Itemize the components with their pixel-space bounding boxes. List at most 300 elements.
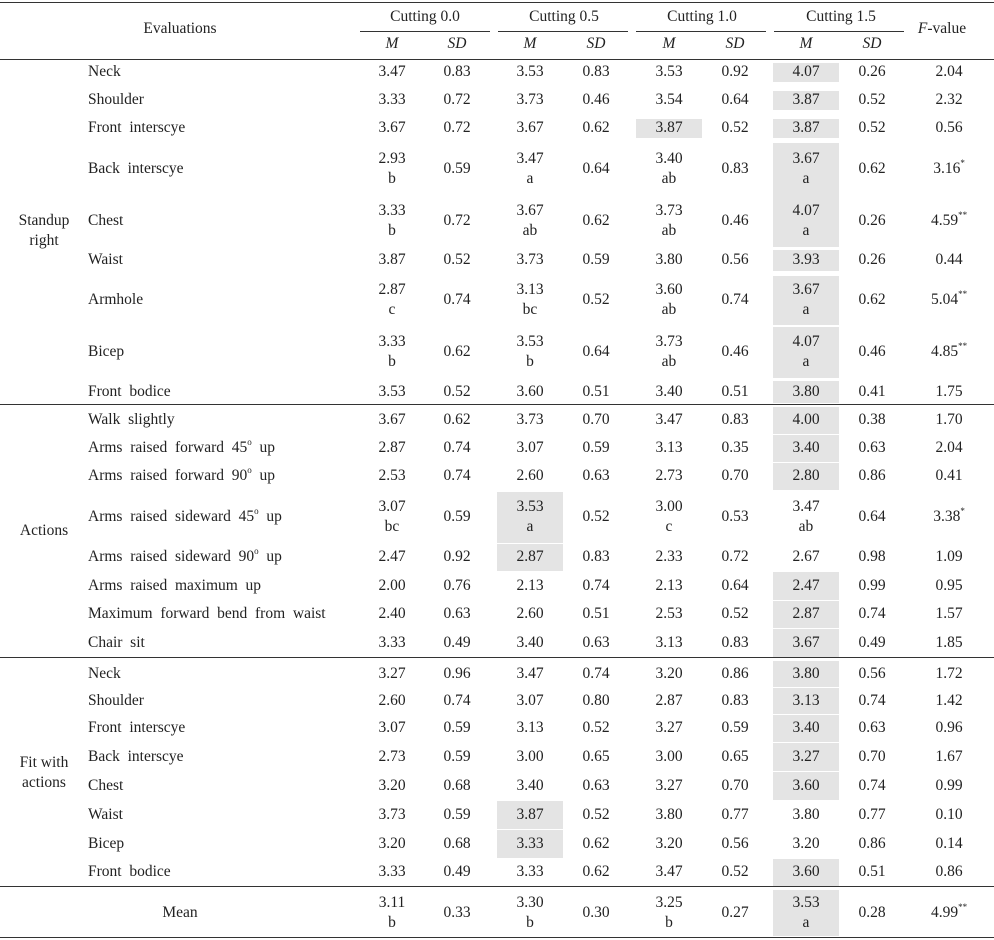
sd-value: 0.74 bbox=[443, 467, 471, 484]
sd-value: 0.26 bbox=[858, 212, 886, 229]
f-number: 4.99 bbox=[930, 903, 959, 921]
row-label-text: Arms raised sideward 45 bbox=[88, 508, 255, 525]
mean-value bbox=[655, 250, 682, 270]
mean-number: 3.53 bbox=[516, 498, 544, 515]
mean-number: 3.40 bbox=[655, 382, 683, 400]
sd-value: 0.64 bbox=[721, 576, 749, 594]
f-value bbox=[935, 776, 962, 796]
mean-number: 3.87 bbox=[792, 91, 820, 108]
mean-value bbox=[655, 691, 682, 711]
mean-value bbox=[378, 382, 405, 402]
f-number: 4.85 bbox=[930, 343, 959, 360]
mean-value bbox=[516, 805, 543, 825]
header-sd-3: SD bbox=[862, 35, 882, 52]
sd-value: 0.41 bbox=[858, 382, 886, 400]
mean-number: 3.47 bbox=[378, 63, 406, 80]
row-label-text: Arms raised maximum up bbox=[88, 576, 262, 594]
posthoc-letter: a bbox=[802, 913, 810, 931]
mean-value bbox=[655, 62, 682, 82]
row-label bbox=[88, 438, 275, 458]
mean-value bbox=[655, 201, 682, 241]
mean-number: 3.67 bbox=[516, 119, 544, 136]
mean-value bbox=[378, 438, 405, 458]
mean-value bbox=[516, 633, 543, 653]
mean-number: 2.87 bbox=[792, 605, 820, 622]
f-number: 4.59 bbox=[930, 212, 959, 229]
sd-value: 0.51 bbox=[582, 382, 610, 400]
row-label bbox=[88, 410, 175, 430]
mean-value bbox=[792, 90, 819, 110]
mean-value bbox=[378, 466, 405, 486]
degree-mark: o bbox=[254, 506, 259, 516]
f-value bbox=[935, 664, 962, 684]
mean-number: 3.27 bbox=[655, 719, 683, 736]
mean-number: 2.73 bbox=[378, 747, 406, 765]
mean-value bbox=[516, 497, 543, 537]
mean-number: 2.67 bbox=[792, 548, 820, 565]
mean-number: 3.33 bbox=[378, 633, 406, 651]
sd-value: 0.86 bbox=[858, 467, 886, 484]
row-label-text: Arms raised forward 45 bbox=[88, 439, 248, 456]
posthoc-letter: b bbox=[665, 913, 673, 931]
sd-value: 0.30 bbox=[582, 903, 610, 921]
degree-mark: o bbox=[247, 437, 252, 447]
sd-value: 0.74 bbox=[858, 605, 886, 622]
header-sd-2: SD bbox=[725, 35, 745, 52]
mean-number: 3.80 bbox=[655, 251, 683, 268]
mean-value bbox=[655, 576, 682, 596]
f-value bbox=[931, 903, 967, 923]
mean-value bbox=[655, 893, 682, 933]
mean-number: 3.20 bbox=[792, 834, 820, 852]
mean-number: 3.60 bbox=[792, 863, 820, 880]
sd-value: 0.59 bbox=[721, 719, 749, 736]
mean-number: 3.00 bbox=[655, 747, 683, 765]
mean-number: 3.07 bbox=[516, 439, 544, 456]
posthoc-letter: a bbox=[802, 353, 810, 370]
row-label bbox=[88, 547, 282, 567]
mean-value bbox=[655, 280, 682, 320]
posthoc-letter: ab bbox=[661, 170, 677, 187]
mean-number: 3.40 bbox=[516, 776, 544, 794]
mean-number: 3.40 bbox=[516, 633, 544, 651]
category-actions: Actions bbox=[19, 522, 69, 539]
mean-value bbox=[378, 250, 405, 270]
significance-mark: * bbox=[960, 158, 965, 168]
mean-value bbox=[378, 280, 405, 320]
header-rule bbox=[0, 59, 994, 60]
row-label bbox=[88, 382, 171, 402]
sd-value: 0.83 bbox=[443, 63, 471, 80]
sd-value: 0.63 bbox=[858, 439, 886, 456]
row-label-text: Chest bbox=[88, 212, 124, 229]
sd-value: 0.59 bbox=[443, 805, 471, 823]
mean-value bbox=[516, 382, 543, 402]
row-label bbox=[88, 691, 144, 711]
row-label bbox=[88, 118, 185, 138]
mean-number: 3.73 bbox=[516, 91, 544, 108]
sd-value: 0.49 bbox=[443, 633, 471, 651]
mean-value bbox=[655, 438, 682, 458]
mean-number: 3.67 bbox=[792, 633, 820, 651]
row-label-tail: up bbox=[258, 508, 282, 525]
f-value bbox=[933, 507, 965, 527]
mean-value bbox=[516, 776, 543, 796]
sd-value: 0.56 bbox=[721, 251, 749, 268]
header-group-1: Cutting 0.5 bbox=[529, 8, 599, 25]
mean-value bbox=[378, 576, 405, 596]
row-label-text: Back interscye bbox=[88, 160, 184, 177]
mean-number: 3.07 bbox=[378, 719, 406, 736]
mean-value bbox=[655, 747, 682, 767]
mean-number: 3.11 bbox=[378, 893, 406, 911]
mean-number: 3.13 bbox=[516, 719, 544, 736]
sd-value: 0.83 bbox=[582, 63, 610, 80]
degree-mark: o bbox=[254, 546, 259, 556]
f-number: 5.04 bbox=[930, 291, 959, 308]
posthoc-letter: a bbox=[802, 222, 810, 239]
row-label bbox=[88, 604, 326, 624]
category-fit-line1: Fit with bbox=[19, 754, 69, 771]
sd-value: 0.63 bbox=[858, 719, 886, 736]
row-label bbox=[88, 62, 121, 82]
mean-value bbox=[378, 664, 405, 684]
sd-value: 0.74 bbox=[858, 776, 886, 794]
row-label bbox=[162, 903, 197, 923]
sd-value: 0.52 bbox=[582, 719, 610, 736]
f-number: 0.44 bbox=[935, 251, 963, 268]
f-number: 3.16 bbox=[933, 160, 961, 177]
mean-value bbox=[792, 576, 819, 596]
mean-value bbox=[516, 862, 543, 882]
mean-number: 2.87 bbox=[516, 548, 544, 565]
sd-value: 0.70 bbox=[582, 411, 610, 428]
row-label bbox=[88, 776, 123, 796]
mean-value bbox=[655, 149, 682, 189]
sd-value: 0.68 bbox=[443, 834, 471, 852]
row-label bbox=[88, 507, 282, 527]
mean-number: 3.73 bbox=[516, 411, 544, 428]
mean-value bbox=[516, 118, 543, 138]
sd-value: 0.63 bbox=[443, 605, 471, 622]
mean-value bbox=[378, 547, 405, 567]
mean-number: 3.13 bbox=[655, 633, 683, 651]
sd-value: 0.92 bbox=[443, 548, 471, 565]
f-letter: F bbox=[917, 20, 928, 37]
posthoc-letter: a bbox=[802, 301, 810, 318]
posthoc-letter: b bbox=[526, 913, 534, 931]
mean-number: 3.53 bbox=[378, 382, 406, 400]
posthoc-letter: c bbox=[665, 518, 673, 535]
f-number: 0.10 bbox=[935, 805, 963, 823]
f-value bbox=[935, 604, 962, 624]
group-rule-1 bbox=[498, 31, 628, 32]
mean-number: 2.13 bbox=[655, 576, 683, 594]
mean-value bbox=[655, 118, 682, 138]
mean-number: 3.33 bbox=[378, 202, 406, 219]
sd-value: 0.59 bbox=[443, 719, 471, 736]
f-number: 0.99 bbox=[935, 776, 963, 794]
mean-number: 3.00 bbox=[655, 498, 683, 515]
mean-value bbox=[378, 149, 405, 189]
mean-number: 2.87 bbox=[378, 439, 406, 456]
mean-number: 3.80 bbox=[792, 805, 820, 823]
row-label bbox=[88, 633, 145, 653]
mean-value bbox=[378, 691, 405, 711]
mean-value bbox=[655, 466, 682, 486]
posthoc-letter: ab bbox=[661, 222, 677, 239]
posthoc-letter: bc bbox=[384, 518, 400, 535]
row-label-tail: up bbox=[251, 439, 276, 456]
f-number: 1.42 bbox=[935, 691, 963, 709]
mean-number: 2.60 bbox=[516, 467, 544, 484]
sd-value: 0.62 bbox=[443, 343, 471, 360]
mean-value bbox=[792, 805, 819, 825]
category-standup bbox=[19, 211, 70, 251]
mean-number: 2.47 bbox=[792, 576, 820, 594]
mean-number: 3.67 bbox=[792, 281, 820, 298]
top-rule bbox=[0, 2, 994, 3]
mean-value bbox=[378, 718, 405, 738]
f-value bbox=[935, 466, 962, 486]
mean-value bbox=[516, 250, 543, 270]
sd-value: 0.62 bbox=[443, 411, 471, 428]
sd-value: 0.98 bbox=[858, 548, 886, 565]
mean-value bbox=[516, 893, 543, 933]
significance-mark: ** bbox=[958, 289, 968, 299]
mean-number: 4.07 bbox=[792, 333, 820, 350]
mean-value bbox=[516, 604, 543, 624]
sd-value: 0.26 bbox=[858, 63, 886, 80]
sd-value: 0.63 bbox=[582, 633, 610, 651]
mean-value bbox=[378, 776, 405, 796]
sd-value: 0.62 bbox=[858, 160, 886, 177]
mean-number: 3.67 bbox=[378, 119, 406, 136]
mean-number: 3.47 bbox=[792, 498, 820, 515]
mean-value bbox=[378, 805, 405, 825]
sd-value: 0.99 bbox=[858, 576, 886, 594]
mean-value bbox=[378, 62, 405, 82]
sd-value: 0.52 bbox=[582, 805, 610, 823]
header-group-2: Cutting 1.0 bbox=[667, 8, 737, 25]
posthoc-letter: ab bbox=[798, 518, 814, 535]
mean-value bbox=[655, 862, 682, 882]
degree-mark: o bbox=[247, 465, 252, 475]
f-value-label: -value bbox=[927, 20, 967, 37]
row-label bbox=[88, 718, 185, 738]
mean-number: 3.60 bbox=[792, 776, 820, 794]
row-label-text: Chest bbox=[88, 776, 124, 794]
mean-value bbox=[516, 438, 543, 458]
f-value bbox=[935, 747, 962, 767]
mean-number: 3.47 bbox=[655, 863, 683, 880]
sd-value: 0.51 bbox=[721, 382, 749, 400]
f-number: 0.95 bbox=[935, 576, 963, 594]
sd-value: 0.74 bbox=[721, 291, 749, 308]
mean-number: 3.13 bbox=[655, 439, 683, 456]
f-number: 2.04 bbox=[935, 63, 963, 80]
f-number: 1.70 bbox=[935, 411, 963, 428]
mean-value bbox=[792, 280, 819, 320]
mean-number: 2.33 bbox=[655, 548, 683, 565]
mean-number: 3.33 bbox=[378, 91, 406, 108]
f-number: 0.56 bbox=[935, 119, 963, 136]
mean-value bbox=[516, 747, 543, 767]
mean-number: 3.25 bbox=[655, 893, 683, 911]
row-label-text: Mean bbox=[162, 903, 198, 921]
mean-number: 3.20 bbox=[378, 834, 406, 852]
sd-value: 0.26 bbox=[858, 251, 886, 268]
mean-value bbox=[792, 497, 819, 537]
f-number: 0.14 bbox=[935, 834, 963, 852]
significance-mark: ** bbox=[958, 210, 968, 220]
row-label-text: Front interscye bbox=[88, 719, 186, 736]
f-value bbox=[931, 290, 967, 310]
sd-value: 0.83 bbox=[582, 548, 610, 565]
posthoc-letter: a bbox=[526, 170, 534, 187]
sd-value: 0.64 bbox=[582, 343, 610, 360]
mean-value bbox=[516, 834, 543, 854]
mean-number: 3.47 bbox=[655, 411, 683, 428]
f-value bbox=[935, 382, 962, 402]
sd-value: 0.62 bbox=[582, 834, 610, 852]
mean-number: 2.40 bbox=[378, 605, 406, 622]
mean-value bbox=[792, 776, 819, 796]
sd-value: 0.52 bbox=[721, 605, 749, 622]
mean-value bbox=[792, 410, 819, 430]
sd-value: 0.51 bbox=[858, 863, 886, 880]
mean-value bbox=[792, 201, 819, 241]
sd-value: 0.52 bbox=[443, 251, 471, 268]
mean-value bbox=[792, 332, 819, 372]
sd-value: 0.72 bbox=[443, 91, 471, 108]
mean-value bbox=[792, 664, 819, 684]
mean-value bbox=[792, 691, 819, 711]
posthoc-letter: b bbox=[526, 353, 534, 370]
mean-number: 3.80 bbox=[792, 664, 820, 682]
mean-number: 3.13 bbox=[516, 281, 544, 298]
mean-value bbox=[516, 149, 543, 189]
sd-value: 0.59 bbox=[582, 251, 610, 268]
posthoc-letter: c bbox=[388, 301, 396, 318]
mean-number: 3.67 bbox=[792, 150, 820, 167]
f-value bbox=[935, 862, 962, 882]
mean-value bbox=[516, 576, 543, 596]
mean-number: 3.87 bbox=[655, 119, 683, 136]
mean-number: 3.30 bbox=[516, 893, 544, 911]
sd-value: 0.68 bbox=[443, 776, 471, 794]
sd-value: 0.27 bbox=[721, 903, 749, 921]
mean-number: 2.87 bbox=[655, 691, 683, 709]
sd-value: 0.46 bbox=[582, 91, 610, 108]
significance-mark: ** bbox=[958, 341, 968, 351]
sd-value: 0.83 bbox=[721, 411, 749, 428]
row-label bbox=[88, 342, 124, 362]
mean-number: 2.53 bbox=[655, 605, 683, 622]
section-rule-1 bbox=[0, 404, 994, 405]
f-number: 1.57 bbox=[935, 605, 963, 622]
mean-value bbox=[655, 664, 682, 684]
mean-number: 2.47 bbox=[378, 548, 406, 565]
row-label-text: Arms raised forward 90 bbox=[88, 467, 248, 484]
mean-number: 3.87 bbox=[378, 251, 406, 268]
mean-value bbox=[792, 893, 819, 933]
row-label bbox=[88, 211, 123, 231]
mean-value bbox=[655, 805, 682, 825]
header-m-0: M bbox=[385, 35, 399, 52]
mean-number: 3.40 bbox=[655, 150, 683, 167]
mean-number: 4.07 bbox=[792, 63, 820, 80]
row-label-text: Neck bbox=[88, 664, 121, 682]
sd-value: 0.77 bbox=[721, 805, 749, 823]
header-f-value bbox=[918, 19, 966, 39]
f-number: 1.75 bbox=[935, 382, 963, 400]
f-value bbox=[935, 410, 962, 430]
sd-value: 0.52 bbox=[858, 119, 886, 136]
f-number: 3.38 bbox=[933, 508, 961, 525]
sd-value: 0.52 bbox=[721, 863, 749, 880]
row-label-text: Armhole bbox=[88, 291, 144, 308]
sd-value: 0.38 bbox=[858, 411, 886, 428]
f-value bbox=[935, 118, 962, 138]
mean-value bbox=[792, 438, 819, 458]
mean-value bbox=[378, 90, 405, 110]
f-value bbox=[935, 633, 962, 653]
row-label bbox=[88, 290, 143, 310]
posthoc-letter: bc bbox=[522, 301, 538, 318]
sd-value: 0.59 bbox=[443, 160, 471, 177]
mean-value bbox=[792, 382, 819, 402]
sd-value: 0.83 bbox=[721, 691, 749, 709]
f-number: 1.72 bbox=[935, 664, 963, 682]
mean-value bbox=[378, 497, 405, 537]
mean-number: 4.07 bbox=[792, 202, 820, 219]
sd-value: 0.70 bbox=[721, 467, 749, 484]
f-value bbox=[935, 62, 962, 82]
mean-value bbox=[516, 332, 543, 372]
mean-number: 3.53 bbox=[516, 333, 544, 350]
sd-value: 0.77 bbox=[858, 805, 886, 823]
mean-value bbox=[792, 604, 819, 624]
sd-value: 0.72 bbox=[721, 548, 749, 565]
mean-value bbox=[516, 691, 543, 711]
sd-value: 0.74 bbox=[443, 439, 471, 456]
bottom-rule bbox=[0, 937, 994, 938]
sd-value: 0.62 bbox=[582, 212, 610, 229]
mean-value bbox=[516, 280, 543, 320]
mean-value bbox=[792, 747, 819, 767]
sd-value: 0.56 bbox=[721, 834, 749, 852]
mean-number: 3.53 bbox=[792, 893, 820, 911]
sd-value: 0.63 bbox=[582, 467, 610, 484]
mean-number: 3.13 bbox=[792, 691, 820, 709]
posthoc-letter: ab bbox=[661, 353, 677, 370]
mean-number: 2.93 bbox=[378, 150, 406, 167]
row-label-text: Front bodice bbox=[88, 382, 171, 400]
sd-value: 0.62 bbox=[582, 119, 610, 136]
mean-value bbox=[792, 834, 819, 854]
sd-value: 0.52 bbox=[582, 508, 610, 525]
mean-value bbox=[655, 410, 682, 430]
significance-mark: * bbox=[960, 506, 965, 516]
row-label-text: Waist bbox=[88, 251, 123, 268]
sd-value: 0.65 bbox=[582, 747, 610, 765]
mean-number: 3.80 bbox=[792, 382, 820, 400]
f-value bbox=[935, 718, 962, 738]
mean-value bbox=[378, 834, 405, 854]
row-label-text: Arms raised sideward 90 bbox=[88, 548, 255, 565]
mean-value bbox=[516, 90, 543, 110]
